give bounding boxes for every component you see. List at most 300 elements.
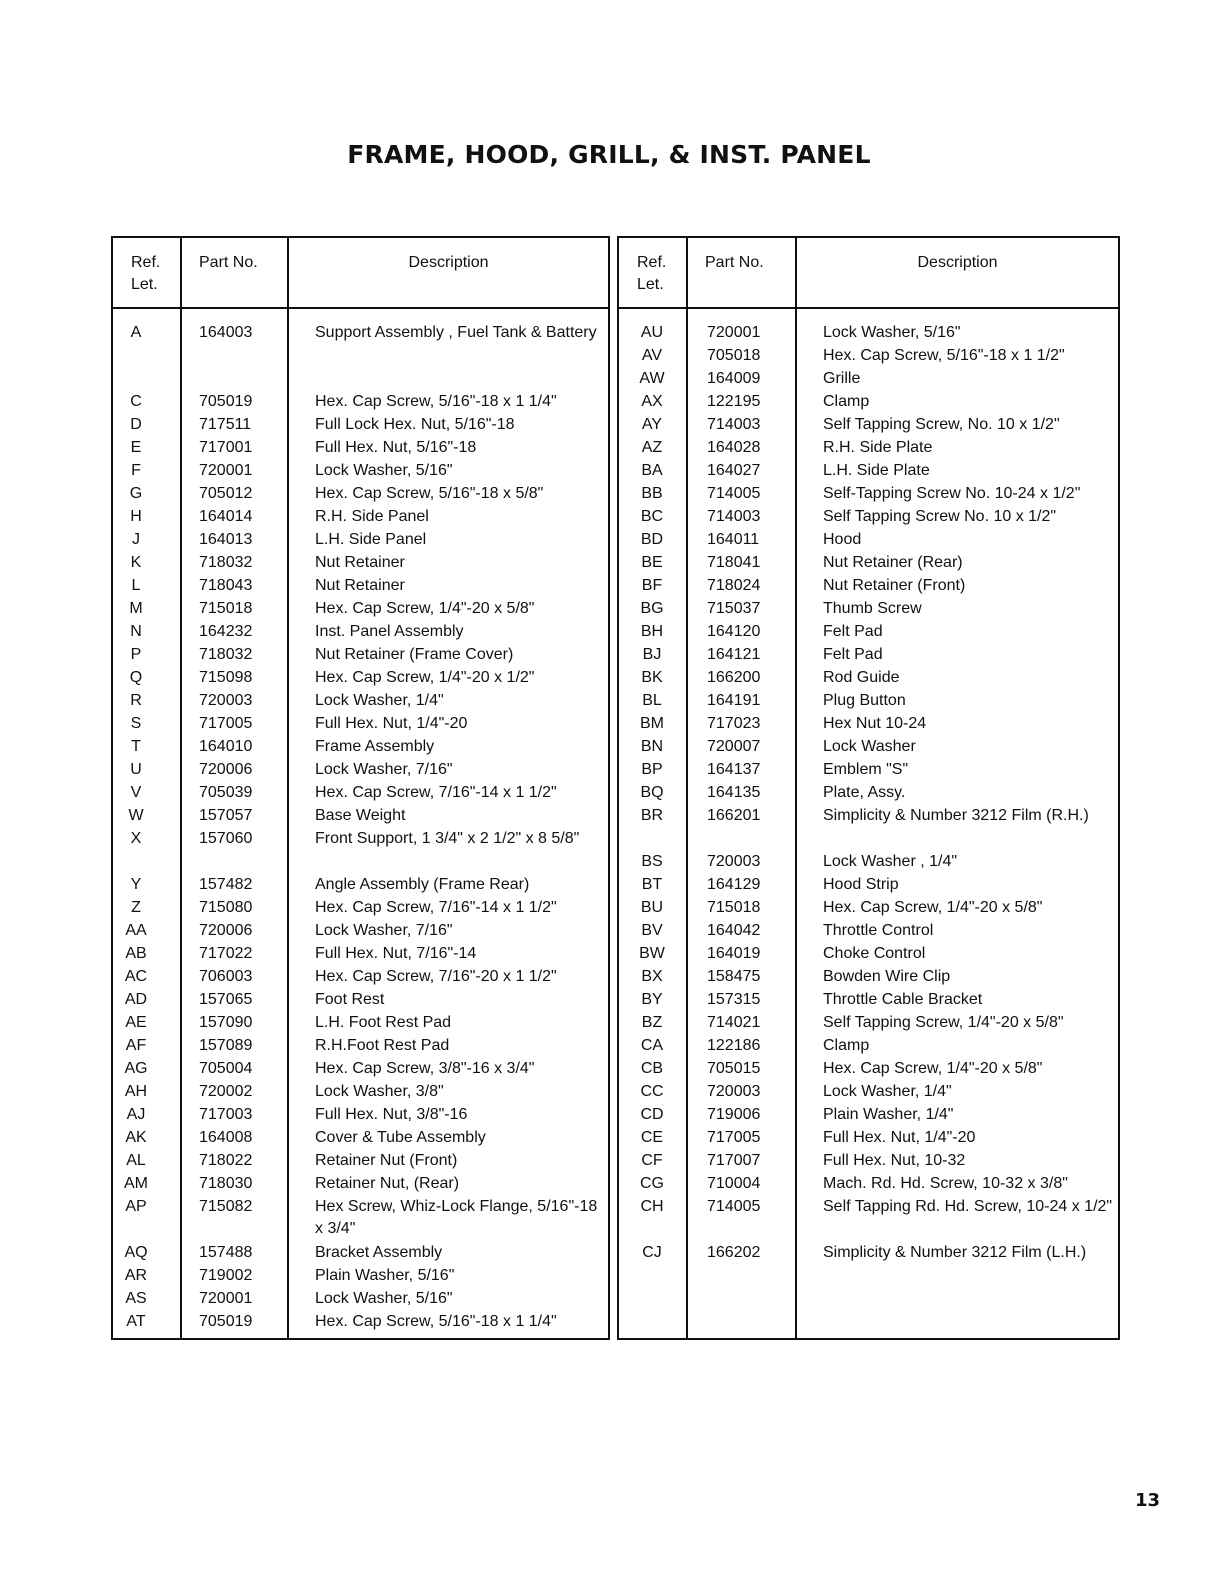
ref-letter: R (130, 692, 142, 709)
table-row (619, 759, 1118, 782)
ref-letter: C (130, 393, 142, 410)
header-description: Description (917, 254, 998, 271)
part-description: Clamp (823, 393, 870, 410)
ref-letter: BD (640, 531, 664, 548)
table-row (113, 391, 608, 414)
part-number: 164019 (707, 945, 761, 962)
part-number: 717023 (707, 715, 761, 732)
header-ref-line1: Ref. (637, 254, 667, 271)
table-row (113, 897, 608, 920)
part-description: Hex. Cap Screw, 7/16"-14 x 1 1/2" (315, 784, 557, 801)
part-description: Plain Washer, 1/4" (823, 1106, 954, 1123)
ref-letter: CB (640, 1060, 664, 1077)
ref-letter: K (130, 554, 142, 571)
part-description: Lock Washer, 5/16" (315, 462, 453, 479)
part-description: Felt Pad (823, 623, 883, 640)
table-row (113, 1150, 608, 1173)
ref-letter: G (129, 485, 143, 502)
part-number: 714005 (707, 1198, 761, 1215)
table-row (113, 736, 608, 759)
part-description: Hood Strip (823, 876, 899, 893)
ref-letter: CJ (642, 1244, 662, 1261)
part-description: Lock Washer, 7/16" (315, 922, 453, 939)
ref-letter: AY (641, 416, 663, 433)
header-ref (637, 252, 682, 296)
part-number: 715082 (199, 1198, 253, 1215)
part-number: 718030 (199, 1175, 253, 1192)
ref-letter: AH (124, 1083, 148, 1100)
table-row (113, 1081, 608, 1104)
ref-letter: CA (640, 1037, 664, 1054)
part-description: Retainer Nut, (Rear) (315, 1175, 460, 1192)
table-row (113, 874, 608, 897)
table-row (113, 437, 608, 460)
part-description: Lock Washer, 1/4" (823, 1083, 952, 1100)
ref-letter: P (130, 646, 142, 663)
part-number: 164011 (707, 531, 760, 548)
ref-letter: W (128, 807, 144, 824)
part-description: Cover & Tube Assembly (315, 1129, 486, 1146)
part-number: 164028 (707, 439, 761, 456)
table-row (113, 552, 608, 575)
table-row (113, 1127, 608, 1150)
part-description: Hex. Cap Screw, 5/16"-18 x 5/8" (315, 485, 544, 502)
part-number: 122195 (707, 393, 761, 410)
ref-letter: BW (639, 945, 665, 962)
part-number: 164129 (707, 876, 761, 893)
ref-letter: BA (641, 462, 663, 479)
part-description: R.H.Foot Rest Pad (315, 1037, 450, 1054)
table-row (619, 736, 1118, 759)
parts-table-left (111, 236, 610, 1340)
table-row (619, 713, 1118, 736)
part-description: Hex. Cap Screw, 1/4"-20 x 1/2" (315, 669, 535, 686)
part-number: 720002 (199, 1083, 253, 1100)
table-row (113, 1288, 608, 1311)
ref-letter: AL (126, 1152, 146, 1169)
part-number: 164009 (707, 370, 761, 387)
part-description: L.H. Foot Rest Pad (315, 1014, 452, 1031)
table-row (619, 989, 1118, 1012)
part-number: 720007 (707, 738, 761, 755)
part-description: Hex. Cap Screw, 1/4"-20 x 5/8" (315, 600, 535, 617)
part-description: Bowden Wire Clip (823, 968, 951, 985)
part-description: Hex. Cap Screw, 5/16"-18 x 1 1/4" (315, 1313, 557, 1330)
table-row (619, 1127, 1118, 1150)
part-number: 157482 (199, 876, 253, 893)
table-row (113, 805, 608, 828)
ref-letter: BK (641, 669, 663, 686)
part-number: 719006 (707, 1106, 761, 1123)
part-description: Plain Washer, 5/16" (315, 1267, 455, 1284)
table-row (619, 943, 1118, 966)
table-row (113, 621, 608, 644)
table-row (113, 920, 608, 943)
table-row (113, 667, 608, 690)
table-row (619, 1150, 1118, 1173)
table-row (113, 322, 608, 391)
table-row (619, 805, 1118, 851)
part-description: Nut Retainer (315, 554, 405, 571)
ref-letter: BU (640, 899, 664, 916)
part-description: Hex Screw, Whiz-Lock Flange, 5/16"-18 x 3/4" (315, 1198, 598, 1237)
table-row (113, 1173, 608, 1196)
header-divider (113, 307, 608, 309)
part-description: Front Support, 1 3/4" x 2 1/2" x 8 5/8" (315, 830, 580, 847)
ref-letter: CF (641, 1152, 663, 1169)
ref-letter: N (130, 623, 142, 640)
header-ref-line2: Let. (637, 276, 664, 293)
part-number: 166202 (707, 1244, 761, 1261)
ref-letter: AJ (126, 1106, 146, 1123)
ref-letter: AV (641, 347, 663, 364)
part-number: 710004 (707, 1175, 761, 1192)
part-description: Clamp (823, 1037, 870, 1054)
table-row (619, 667, 1118, 690)
header-divider (619, 307, 1118, 309)
ref-letter: E (130, 439, 142, 456)
table-row (619, 552, 1118, 575)
part-number: 714003 (707, 416, 761, 433)
part-description: Hex. Cap Screw, 1/4"-20 x 5/8" (823, 1060, 1043, 1077)
part-description: Retainer Nut (Front) (315, 1152, 458, 1169)
part-description: Foot Rest (315, 991, 385, 1008)
ref-letter: Y (130, 876, 142, 893)
part-description: Hex. Cap Screw, 1/4"-20 x 5/8" (823, 899, 1043, 916)
header-ref-line1: Ref. (131, 254, 161, 271)
part-number: 719002 (199, 1267, 253, 1284)
part-description: Bracket Assembly (315, 1244, 443, 1261)
ref-letter: BT (641, 876, 663, 893)
rows-left (113, 322, 608, 1334)
part-description: Hex. Cap Screw, 7/16"-20 x 1 1/2" (315, 968, 557, 985)
ref-letter: AM (124, 1175, 148, 1192)
ref-letter: BL (642, 692, 662, 709)
table-row (619, 874, 1118, 897)
part-number: 720006 (199, 761, 253, 778)
part-description: Hex. Cap Screw, 3/8"-16 x 3/4" (315, 1060, 535, 1077)
ref-letter: BM (640, 715, 664, 732)
part-description: Angle Assembly (Frame Rear) (315, 876, 530, 893)
table-row (113, 644, 608, 667)
part-number: 164232 (199, 623, 253, 640)
table-row (619, 1104, 1118, 1127)
ref-letter: AW (639, 370, 665, 387)
part-description: Nut Retainer (Frame Cover) (315, 646, 514, 663)
part-number: 164010 (199, 738, 253, 755)
part-number: 705018 (707, 347, 761, 364)
part-number: 164191 (707, 692, 761, 709)
part-number: 164003 (199, 324, 253, 341)
part-number: 157060 (199, 830, 253, 847)
table-row (113, 782, 608, 805)
table-row (113, 713, 608, 736)
part-number: 715080 (199, 899, 253, 916)
part-description: Simplicity & Number 3212 Film (L.H.) (823, 1244, 1087, 1261)
part-description: Hood (823, 531, 862, 548)
ref-letter: A (130, 324, 142, 341)
part-number: 714021 (707, 1014, 761, 1031)
ref-letter: CD (640, 1106, 664, 1123)
part-description: Grille (823, 370, 861, 387)
table-row (113, 759, 608, 782)
part-description: Lock Washer, 5/16" (315, 1290, 453, 1307)
ref-letter: H (130, 508, 142, 525)
part-number: 158475 (707, 968, 761, 985)
table-row (113, 989, 608, 1012)
part-description: Lock Washer, 5/16" (823, 324, 961, 341)
table-row (113, 1265, 608, 1288)
part-number: 717005 (199, 715, 253, 732)
ref-letter: F (131, 462, 141, 479)
parts-table-right (617, 236, 1120, 1340)
part-number: 164135 (707, 784, 761, 801)
part-number: 720006 (199, 922, 253, 939)
part-description: Self Tapping Screw, 1/4"-20 x 5/8" (823, 1014, 1064, 1031)
header-ref (131, 252, 176, 296)
part-number: 166201 (707, 807, 761, 824)
table-row (619, 897, 1118, 920)
part-description: Throttle Control (823, 922, 934, 939)
part-description: Lock Washer (823, 738, 916, 755)
table-row (619, 644, 1118, 667)
ref-letter: V (130, 784, 142, 801)
table-row (619, 851, 1118, 874)
table-row (619, 598, 1118, 621)
table-row (113, 1242, 608, 1265)
ref-letter: AE (125, 1014, 147, 1031)
ref-letter: L (131, 577, 141, 594)
part-description: R.H. Side Panel (315, 508, 429, 525)
part-description: Full Hex. Nut, 1/4"-20 (315, 715, 468, 732)
part-description: Inst. Panel Assembly (315, 623, 464, 640)
part-number: 718041 (707, 554, 761, 571)
part-number: 720001 (707, 324, 761, 341)
ref-letter: BX (641, 968, 663, 985)
table-row (113, 828, 608, 874)
ref-letter: U (130, 761, 142, 778)
ref-letter: CE (640, 1129, 664, 1146)
part-description: Lock Washer, 3/8" (315, 1083, 444, 1100)
ref-letter: BH (640, 623, 664, 640)
ref-letter: BE (641, 554, 663, 571)
part-number: 720001 (199, 1290, 253, 1307)
part-number: 164008 (199, 1129, 253, 1146)
table-row (113, 506, 608, 529)
header-ref-line2: Let. (131, 276, 158, 293)
ref-letter: AA (125, 922, 147, 939)
part-number: 718022 (199, 1152, 253, 1169)
part-number: 705015 (707, 1060, 761, 1077)
part-number: 157090 (199, 1014, 253, 1031)
part-number: 714003 (707, 508, 761, 525)
part-description: Thumb Screw (823, 600, 922, 617)
part-description: Plug Button (823, 692, 906, 709)
part-description: Choke Control (823, 945, 926, 962)
part-description: Nut Retainer (Front) (823, 577, 966, 594)
ref-letter: AB (125, 945, 147, 962)
part-description: L.H. Side Plate (823, 462, 930, 479)
part-number: 164014 (199, 508, 253, 525)
ref-letter: AS (125, 1290, 147, 1307)
part-number: 157089 (199, 1037, 253, 1054)
ref-letter: X (130, 830, 142, 847)
ref-letter: BQ (640, 784, 664, 801)
part-number: 706003 (199, 968, 253, 985)
part-description: Self Tapping Rd. Hd. Screw, 10-24 x 1/2" (823, 1198, 1113, 1215)
table-row (113, 1196, 608, 1242)
table-row (619, 621, 1118, 644)
ref-letter: AG (124, 1060, 148, 1077)
page-title: FRAME, HOOD, GRILL, & INST. PANEL (347, 140, 871, 169)
part-number: 718032 (199, 646, 253, 663)
ref-letter: AQ (124, 1244, 148, 1261)
table-row (113, 483, 608, 506)
part-description: Full Lock Hex. Nut, 5/16"-18 (315, 416, 515, 433)
ref-letter: BC (640, 508, 664, 525)
ref-letter: BP (641, 761, 663, 778)
table-row (619, 368, 1118, 391)
ref-letter: AP (125, 1198, 147, 1215)
part-description: Simplicity & Number 3212 Film (R.H.) (823, 807, 1089, 824)
part-description: Nut Retainer (Rear) (823, 554, 963, 571)
ref-letter: Z (131, 899, 141, 916)
part-number: 157488 (199, 1244, 253, 1261)
table-row (113, 1035, 608, 1058)
part-description: Full Hex. Nut, 7/16"-14 (315, 945, 477, 962)
part-number: 720003 (199, 692, 253, 709)
ref-letter: BZ (641, 1014, 663, 1031)
part-number: 717511 (199, 416, 252, 433)
header-part-no: Part No. (199, 254, 258, 271)
part-description: Lock Washer, 1/4" (315, 692, 444, 709)
part-description: R.H. Side Plate (823, 439, 933, 456)
part-number: 717022 (199, 945, 253, 962)
table-row (113, 1104, 608, 1127)
part-description: Frame Assembly (315, 738, 435, 755)
part-number: 705019 (199, 393, 253, 410)
part-description: Full Hex. Nut, 10-32 (823, 1152, 966, 1169)
part-description: Hex. Cap Screw, 7/16"-14 x 1 1/2" (315, 899, 557, 916)
part-description: Hex. Cap Screw, 5/16"-18 x 1 1/2" (823, 347, 1065, 364)
part-number: 720001 (199, 462, 253, 479)
table-row (619, 460, 1118, 483)
ref-letter: AF (125, 1037, 147, 1054)
ref-letter: BN (640, 738, 664, 755)
ref-letter: AK (125, 1129, 147, 1146)
part-number: 705019 (199, 1313, 253, 1330)
table-row (113, 1311, 608, 1334)
part-description: Full Hex. Nut, 1/4"-20 (823, 1129, 976, 1146)
part-description: Support Assembly , Fuel Tank & Battery (315, 324, 597, 341)
part-number: 715037 (707, 600, 761, 617)
table-row (113, 690, 608, 713)
table-row (113, 966, 608, 989)
table-row (113, 943, 608, 966)
table-row (619, 345, 1118, 368)
table-row (619, 322, 1118, 345)
ref-letter: Q (129, 669, 143, 686)
ref-letter: AT (126, 1313, 146, 1330)
ref-letter: BF (641, 577, 663, 594)
ref-letter: BR (640, 807, 664, 824)
table-row (113, 414, 608, 437)
ref-letter: M (129, 600, 143, 617)
table-row (113, 460, 608, 483)
table-row (113, 529, 608, 552)
part-number: 705004 (199, 1060, 253, 1077)
part-number: 715098 (199, 669, 253, 686)
part-number: 164013 (199, 531, 253, 548)
part-description: Full Hex. Nut, 5/16"-18 (315, 439, 477, 456)
part-description: Rod Guide (823, 669, 900, 686)
ref-letter: J (132, 531, 140, 548)
part-number: 705012 (199, 485, 253, 502)
ref-letter: AU (640, 324, 664, 341)
table-row (113, 575, 608, 598)
table-row (619, 920, 1118, 943)
ref-letter: BY (641, 991, 663, 1008)
ref-letter: AR (124, 1267, 148, 1284)
part-number: 717001 (199, 439, 253, 456)
part-number: 720003 (707, 1083, 761, 1100)
part-description: Self Tapping Screw No. 10 x 1/2" (823, 508, 1057, 525)
part-number: 157057 (199, 807, 253, 824)
ref-letter: CG (640, 1175, 664, 1192)
part-description: Nut Retainer (315, 577, 405, 594)
part-description: L.H. Side Panel (315, 531, 427, 548)
part-description: Base Weight (315, 807, 406, 824)
part-description: Hex Nut 10-24 (823, 715, 927, 732)
table-row (619, 1196, 1118, 1242)
ref-letter: CC (640, 1083, 664, 1100)
part-number: 122186 (707, 1037, 761, 1054)
part-description: Throttle Cable Bracket (823, 991, 983, 1008)
table-row (619, 575, 1118, 598)
part-description: Lock Washer , 1/4" (823, 853, 958, 870)
part-number: 715018 (199, 600, 253, 617)
part-number: 718032 (199, 554, 253, 571)
part-description: Self-Tapping Screw No. 10-24 x 1/2" (823, 485, 1081, 502)
part-number: 714005 (707, 485, 761, 502)
ref-letter: D (130, 416, 142, 433)
part-description: Mach. Rd. Hd. Screw, 10-32 x 3/8" (823, 1175, 1068, 1192)
table-row (619, 1058, 1118, 1081)
part-description: Plate, Assy. (823, 784, 906, 801)
header-description: Description (408, 254, 489, 271)
table-row (619, 690, 1118, 713)
table-row (619, 1242, 1118, 1288)
part-number: 164121 (707, 646, 761, 663)
part-number: 705039 (199, 784, 253, 801)
ref-letter: AD (124, 991, 148, 1008)
part-description: Felt Pad (823, 646, 883, 663)
part-description: Hex. Cap Screw, 5/16"-18 x 1 1/4" (315, 393, 557, 410)
table-row (619, 391, 1118, 414)
table-row (113, 1058, 608, 1081)
table-row (619, 529, 1118, 552)
table-row (619, 414, 1118, 437)
table-row (619, 1035, 1118, 1058)
ref-letter: AX (641, 393, 663, 410)
part-number: 166200 (707, 669, 761, 686)
ref-letter: BJ (642, 646, 662, 663)
part-number: 718043 (199, 577, 253, 594)
part-number: 715018 (707, 899, 761, 916)
part-number: 157065 (199, 991, 253, 1008)
part-number: 157315 (707, 991, 761, 1008)
table-row (619, 437, 1118, 460)
